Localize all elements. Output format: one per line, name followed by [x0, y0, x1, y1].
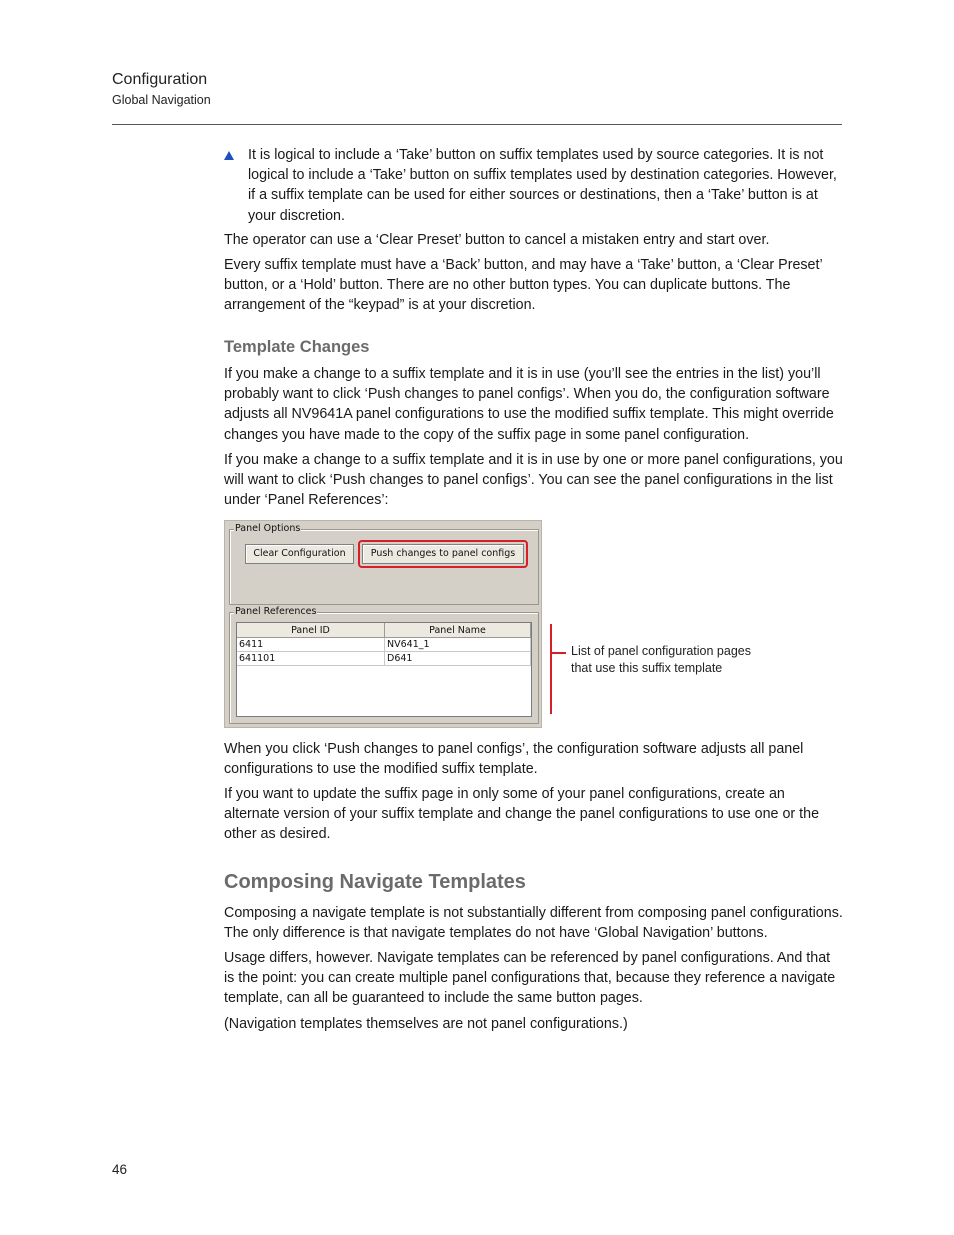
callout-bracket	[550, 624, 552, 714]
paragraph: Every suffix template must have a ‘Back’ button, and may have a ‘Take’ button, a ‘Clear Preset’ button, or a ‘Hold’ button. There are no other button types. You can duplicate buttons. The arrangement of the “keypad” is at your discretion.	[224, 257, 823, 314]
header-divider	[112, 124, 842, 125]
page-number: 46	[112, 1162, 128, 1177]
paragraph: If you make a change to a suffix template and it is in use by one or more panel configurations, you will want to click ‘Push changes to panel configs’. You can see the panel configurations in the list under ‘Panel References’:	[224, 452, 843, 509]
column-header-panel-id[interactable]: Panel ID	[237, 623, 385, 638]
panel-options-group	[229, 523, 539, 605]
panel-references-label: Panel References	[235, 606, 317, 617]
running-header-subtitle: Global Navigation	[112, 93, 211, 107]
table-cell[interactable]: 6411	[237, 638, 385, 652]
panel-references-group	[229, 606, 539, 724]
table-cell[interactable]: D641	[385, 652, 531, 666]
paragraph: If you make a change to a suffix template and it is in use (you’ll see the entries in the list) you’ll probably want to click ‘Push changes to panel configs’. When you do, the configuration software adjusts all NV9641A panel configurations to use the modified suffix template. This might override changes you have made to the copy of the suffix page in some panel configuration.	[224, 366, 834, 443]
paragraph: If you want to update the suffix page in only some of your panel configurations, create an alternate version of your suffix template and change the panel configurations to use one or the other as desired.	[224, 786, 820, 843]
callout-text: List of panel configuration pages that use this suffix template	[571, 644, 751, 675]
paragraph: The operator can use a ‘Clear Preset’ button to cancel a mistaken entry and start over.	[224, 232, 770, 248]
callout-leader	[552, 652, 566, 654]
running-header-title: Configuration	[112, 71, 208, 88]
section-heading: Template Changes	[224, 338, 370, 356]
clear-configuration-button[interactable]: Clear Configuration	[245, 544, 354, 564]
panel-references-table	[236, 622, 532, 717]
section-heading: Composing Navigate Templates	[224, 871, 526, 893]
paragraph: (Navigation templates themselves are not panel configurations.)	[224, 1016, 628, 1032]
push-changes-button[interactable]: Push changes to panel configs	[362, 544, 524, 564]
bullet-text: It is logical to include a ‘Take’ button on suffix templates used by source categories. It is not logical to include a ‘Take’ button on suffix templates used by destination categories. However, if a suffix template can be used for either sources or destinations, then a ‘Take’ button is at your discretion.	[248, 147, 837, 224]
paragraph: When you click ‘Push changes to panel configs’, the configuration software adjusts all panel configurations to use the modified suffix template.	[224, 741, 804, 778]
paragraph: Composing a navigate template is not substantially different from composing panel configurations. The only difference is that navigate templates do not have ‘Global Navigation’ buttons.	[224, 905, 843, 942]
panel-options-label: Panel Options	[235, 523, 301, 534]
table-cell[interactable]: 641101	[237, 652, 385, 666]
table-cell[interactable]: NV641_1	[385, 638, 531, 652]
column-header-panel-name[interactable]: Panel Name	[385, 623, 531, 638]
panel-options-screenshot	[224, 520, 542, 728]
triangle-bullet-icon	[224, 151, 234, 160]
paragraph: Usage differs, however. Navigate templates can be referenced by panel configurations. And that is the point: you can create multiple panel configurations that, because they reference a navigate template, can all be guaranteed to include the same button pages.	[224, 950, 836, 1007]
